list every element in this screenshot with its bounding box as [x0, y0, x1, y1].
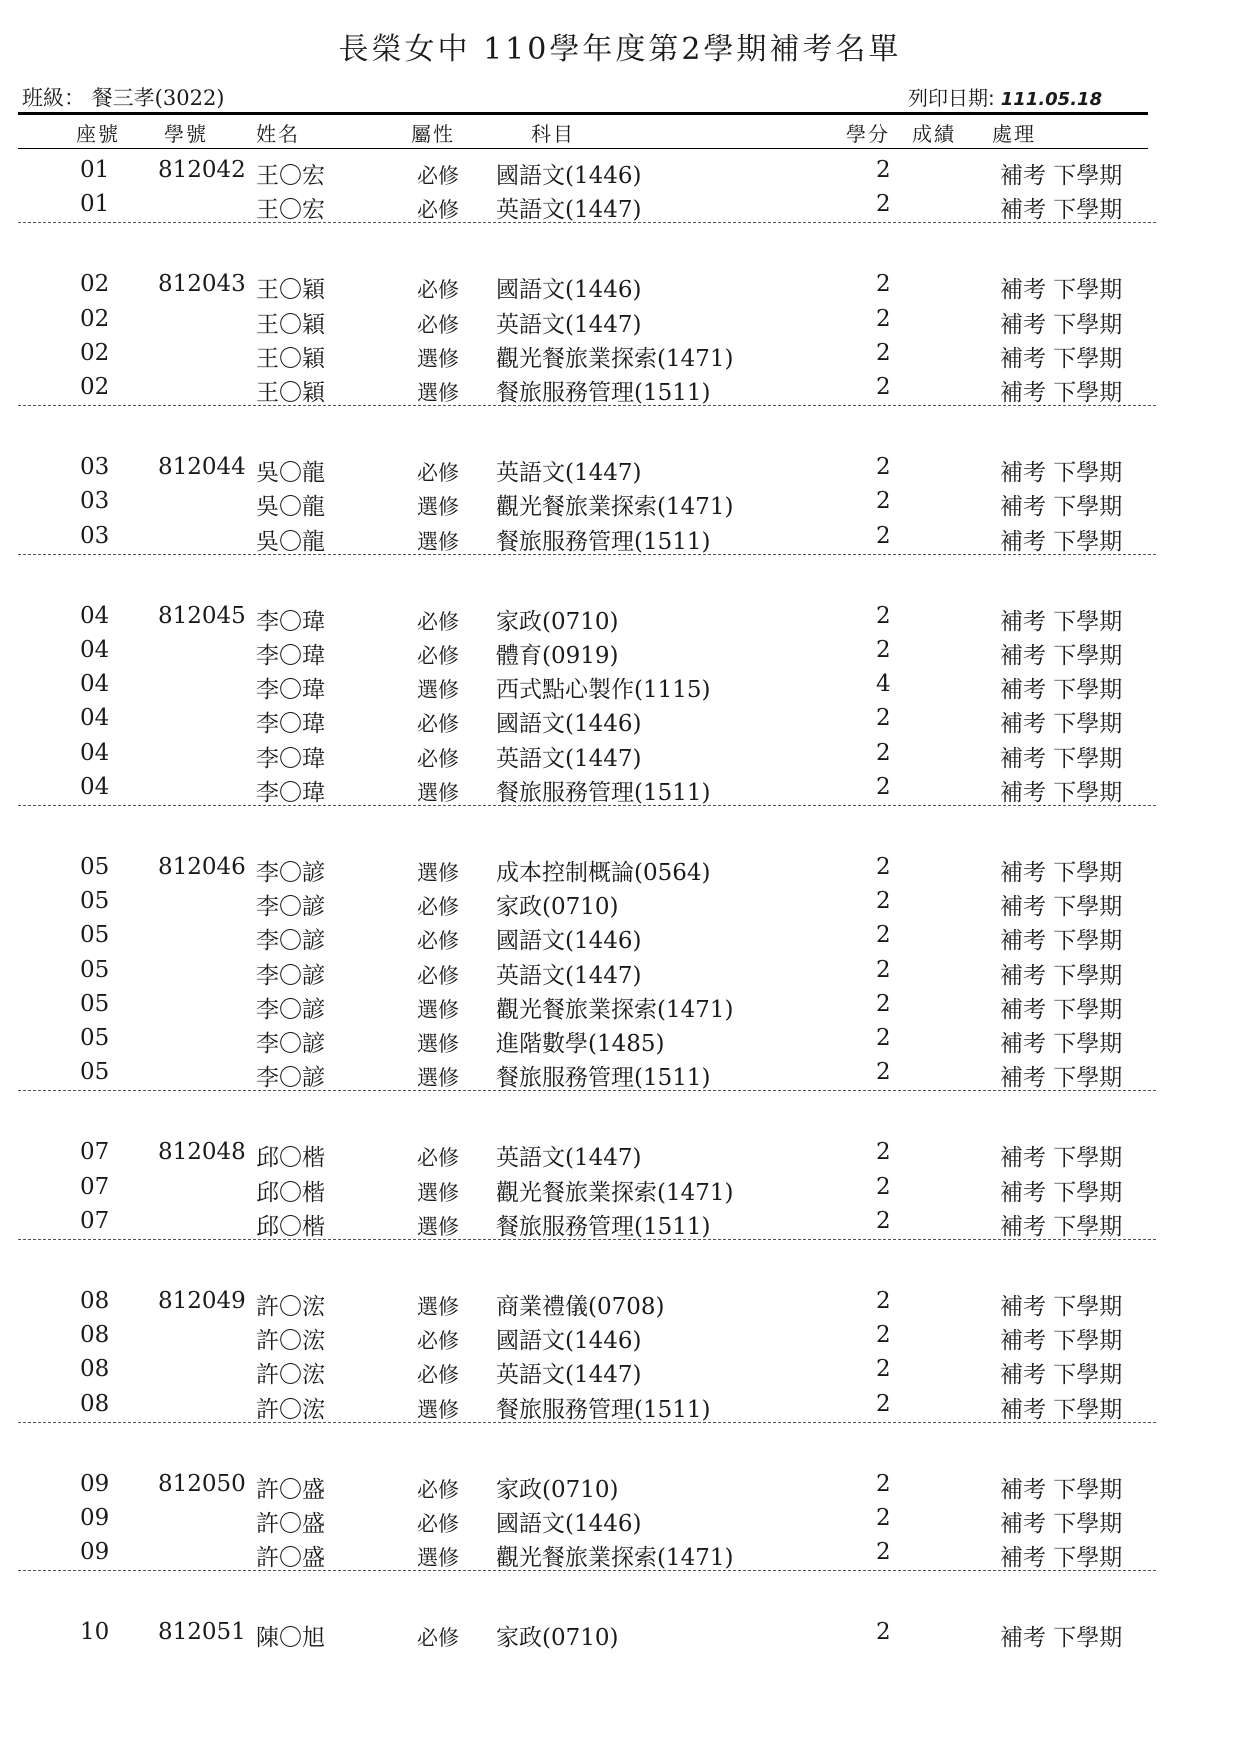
cell-action: 補考 下學期: [1000, 745, 1123, 772]
table-row: [0, 738, 1240, 772]
table-row: [0, 338, 1240, 372]
cell-subject: 成本控制概論(0564): [496, 860, 711, 886]
cell-student-id: 812046: [158, 854, 246, 880]
cell-type: 必修: [417, 1329, 459, 1354]
cell-name: 李〇瑋: [256, 642, 325, 669]
cell-student-id: 812048: [158, 1139, 246, 1166]
cell-action: 補考 下學期: [1000, 1625, 1123, 1652]
cell-credit: 2: [876, 454, 891, 481]
cell-credit: 2: [876, 705, 891, 732]
cell-subject: 國語文(1446): [496, 711, 642, 738]
cell-seat: 08: [80, 1288, 110, 1314]
cell-credit: 2: [876, 271, 891, 298]
table-row: [0, 920, 1240, 954]
group-divider: [18, 1570, 1156, 1571]
cell-seat: 07: [80, 1207, 110, 1234]
cell-subject: 國語文(1446): [496, 163, 642, 189]
cell-action: 補考 下學期: [1000, 460, 1123, 487]
cell-type: 必修: [417, 712, 459, 737]
cell-name: 許〇盛: [256, 1476, 325, 1503]
cell-subject: 觀光餐旅業探索(1471): [496, 1179, 734, 1206]
cell-subject: 國語文(1446): [496, 1328, 642, 1355]
cell-type: 必修: [417, 278, 459, 303]
table-row: [0, 601, 1240, 635]
cell-action: 補考 下學期: [1000, 1396, 1123, 1423]
cell-subject: 餐旅服務管理(1511): [496, 1065, 711, 1092]
col-name: 姓名: [256, 122, 300, 146]
cell-credit: 2: [876, 602, 891, 629]
cell-name: 王〇宏: [256, 163, 325, 189]
table-row: [0, 989, 1240, 1023]
table-row: [0, 304, 1240, 338]
table-row: [0, 1057, 1240, 1091]
cell-name: 許〇浤: [256, 1294, 325, 1320]
table-row: [0, 1537, 1240, 1571]
cell-type: 必修: [417, 929, 459, 954]
table-row: [0, 452, 1240, 486]
cell-subject: 英語文(1447): [496, 1145, 642, 1172]
table-row: [0, 189, 1240, 223]
cell-credit: 2: [876, 1173, 891, 1200]
cell-name: 許〇浤: [256, 1396, 325, 1423]
cell-type: 選修: [417, 1295, 459, 1319]
table-row: [0, 269, 1240, 303]
cell-credit: 4: [876, 671, 891, 698]
cell-seat: 04: [80, 671, 110, 698]
cell-subject: 進階數學(1485): [496, 1031, 665, 1057]
cell-subject: 體育(0919): [496, 642, 619, 669]
cell-action: 補考 下學期: [1000, 860, 1123, 886]
cell-type: 選修: [417, 997, 459, 1022]
cell-action: 補考 下學期: [1000, 197, 1123, 224]
cell-seat: 02: [80, 339, 110, 366]
table-row: [0, 1172, 1240, 1206]
col-score: 成績: [912, 122, 956, 146]
table-row: [0, 1503, 1240, 1537]
cell-subject: 英語文(1447): [496, 1362, 642, 1389]
cell-subject: 餐旅服務管理(1511): [496, 1396, 711, 1423]
cell-action: 補考 下學期: [1000, 1328, 1123, 1355]
cell-name: 李〇瑋: [256, 677, 325, 704]
cell-subject: 觀光餐旅業探索(1471): [496, 345, 734, 372]
class-label: 班級： 餐三孝(3022): [22, 86, 225, 110]
cell-credit: 2: [876, 1207, 891, 1234]
cell-action: 補考 下學期: [1000, 642, 1123, 669]
col-action: 處理: [992, 122, 1036, 146]
cell-subject: 英語文(1447): [496, 311, 642, 338]
cell-subject: 英語文(1447): [496, 460, 642, 487]
cell-seat: 04: [80, 739, 110, 766]
cell-seat: 05: [80, 854, 110, 880]
cell-credit: 2: [876, 1539, 891, 1566]
cell-action: 補考 下學期: [1000, 1294, 1123, 1320]
cell-seat: 07: [80, 1139, 110, 1166]
cell-action: 補考 下學期: [1000, 711, 1123, 738]
cell-action: 補考 下學期: [1000, 962, 1123, 989]
cell-seat: 07: [80, 1173, 110, 1200]
cell-type: 選修: [417, 861, 459, 885]
table-row: [0, 155, 1240, 189]
cell-credit: 2: [876, 956, 891, 983]
cell-type: 選修: [417, 1066, 459, 1091]
table-row: [0, 1389, 1240, 1423]
col-type: 屬性: [411, 122, 455, 146]
group-divider: [18, 222, 1156, 223]
cell-subject: 英語文(1447): [496, 197, 642, 224]
page-title: 長榮女中 110學年度第2學期補考名單: [338, 32, 902, 67]
cell-seat: 05: [80, 888, 110, 915]
cell-credit: 2: [876, 1356, 891, 1383]
cell-credit: 2: [876, 157, 891, 183]
cell-seat: 02: [80, 305, 110, 332]
table-row: [0, 1206, 1240, 1240]
cell-subject: 國語文(1446): [496, 1510, 642, 1537]
table-row: [0, 1286, 1240, 1320]
cell-action: 補考 下學期: [1000, 379, 1123, 406]
cell-name: 許〇浤: [256, 1362, 325, 1389]
cell-name: 李〇諺: [256, 1031, 325, 1057]
cell-seat: 05: [80, 990, 110, 1017]
col-seat: 座號: [76, 122, 120, 146]
cell-type: 必修: [417, 963, 459, 988]
cell-seat: 09: [80, 1539, 110, 1566]
cell-name: 吳〇龍: [256, 528, 325, 555]
table-row: [0, 486, 1240, 520]
table-row: [0, 372, 1240, 406]
cell-seat: 09: [80, 1504, 110, 1531]
cell-subject: 西式點心製作(1115): [496, 677, 711, 704]
cell-subject: 家政(0710): [496, 894, 619, 921]
cell-action: 補考 下學期: [1000, 996, 1123, 1023]
table-row: [0, 772, 1240, 806]
cell-type: 選修: [417, 529, 459, 554]
cell-type: 必修: [417, 609, 459, 634]
cell-type: 必修: [417, 746, 459, 771]
cell-subject: 餐旅服務管理(1511): [496, 779, 711, 806]
cell-type: 選修: [417, 780, 459, 805]
group-divider: [18, 1239, 1156, 1240]
cell-seat: 02: [80, 373, 110, 400]
cell-action: 補考 下學期: [1000, 928, 1123, 955]
cell-action: 補考 下學期: [1000, 1213, 1123, 1240]
cell-type: 選修: [417, 678, 459, 703]
cell-subject: 英語文(1447): [496, 962, 642, 989]
cell-subject: 商業禮儀(0708): [496, 1294, 665, 1320]
cell-seat: 03: [80, 454, 110, 481]
cell-type: 必修: [417, 643, 459, 668]
cell-name: 邱〇楷: [256, 1145, 325, 1172]
table-row: [0, 521, 1240, 555]
cell-type: 必修: [417, 461, 459, 486]
cell-subject: 餐旅服務管理(1511): [496, 379, 711, 406]
cell-credit: 2: [876, 888, 891, 915]
cell-credit: 2: [876, 191, 891, 218]
cell-action: 補考 下學期: [1000, 1545, 1123, 1572]
table-row: [0, 1469, 1240, 1503]
cell-type: 選修: [417, 1214, 459, 1239]
cell-name: 李〇諺: [256, 1065, 325, 1092]
cell-name: 李〇諺: [256, 928, 325, 955]
cell-type: 必修: [417, 198, 459, 223]
cell-name: 李〇瑋: [256, 779, 325, 806]
cell-type: 必修: [417, 1363, 459, 1388]
cell-name: 李〇諺: [256, 996, 325, 1023]
cell-action: 補考 下學期: [1000, 1510, 1123, 1537]
cell-name: 吳〇龍: [256, 460, 325, 487]
cell-seat: 05: [80, 1059, 110, 1086]
group-divider: [18, 1422, 1156, 1423]
cell-action: 補考 下學期: [1000, 277, 1123, 304]
cell-seat: 01: [80, 157, 110, 183]
table-row: [0, 1023, 1240, 1057]
cell-type: 必修: [417, 312, 459, 337]
cell-credit: 2: [876, 773, 891, 800]
table-row: [0, 1617, 1240, 1651]
table-row: [0, 669, 1240, 703]
cell-name: 王〇穎: [256, 311, 325, 338]
cell-action: 補考 下學期: [1000, 1065, 1123, 1092]
cell-subject: 家政(0710): [496, 1625, 619, 1652]
cell-credit: 2: [876, 922, 891, 949]
cell-credit: 2: [876, 1619, 891, 1646]
cell-student-id: 812049: [158, 1288, 246, 1314]
cell-action: 補考 下學期: [1000, 677, 1123, 704]
cell-credit: 2: [876, 1470, 891, 1497]
cell-subject: 國語文(1446): [496, 928, 642, 955]
cell-action: 補考 下學期: [1000, 1179, 1123, 1206]
cell-seat: 02: [80, 271, 110, 298]
cell-credit: 2: [876, 1390, 891, 1417]
cell-subject: 觀光餐旅業探索(1471): [496, 494, 734, 521]
cell-type: 必修: [417, 1511, 459, 1536]
cell-seat: 04: [80, 773, 110, 800]
col-credit: 學分: [846, 122, 890, 146]
col-subject: 科目: [531, 122, 575, 146]
cell-credit: 2: [876, 373, 891, 400]
cell-credit: 2: [876, 1139, 891, 1166]
cell-subject: 國語文(1446): [496, 277, 642, 304]
cell-action: 補考 下學期: [1000, 894, 1123, 921]
cell-credit: 2: [876, 1025, 891, 1051]
table-row: [0, 703, 1240, 737]
cell-credit: 2: [876, 339, 891, 366]
cell-type: 選修: [417, 495, 459, 520]
cell-type: 必修: [417, 1146, 459, 1171]
cell-type: 選修: [417, 1032, 459, 1056]
cell-subject: 餐旅服務管理(1511): [496, 1213, 711, 1240]
cell-action: 補考 下學期: [1000, 779, 1123, 806]
cell-type: 必修: [417, 1626, 459, 1651]
cell-seat: 05: [80, 1025, 110, 1051]
cell-name: 李〇諺: [256, 962, 325, 989]
cell-name: 許〇盛: [256, 1545, 325, 1572]
cell-name: 吳〇龍: [256, 494, 325, 521]
cell-seat: 05: [80, 922, 110, 949]
cell-subject: 英語文(1447): [496, 745, 642, 772]
cell-seat: 10: [80, 1619, 110, 1646]
cell-type: 選修: [417, 1180, 459, 1205]
table-header: [0, 116, 1240, 148]
cell-seat: 08: [80, 1356, 110, 1383]
cell-subject: 家政(0710): [496, 608, 619, 635]
cell-credit: 2: [876, 1322, 891, 1349]
cell-action: 補考 下學期: [1000, 311, 1123, 338]
cell-name: 王〇穎: [256, 277, 325, 304]
cell-seat: 08: [80, 1322, 110, 1349]
cell-type: 選修: [417, 380, 459, 405]
cell-action: 補考 下學期: [1000, 608, 1123, 635]
col-student-id: 學號: [164, 122, 208, 146]
cell-subject: 觀光餐旅業探索(1471): [496, 996, 734, 1023]
group-divider: [18, 1090, 1156, 1091]
cell-seat: 08: [80, 1390, 110, 1417]
cell-seat: 04: [80, 602, 110, 629]
cell-name: 李〇瑋: [256, 711, 325, 738]
cell-action: 補考 下學期: [1000, 1476, 1123, 1503]
cell-credit: 2: [876, 636, 891, 663]
group-divider: [18, 405, 1156, 406]
cell-name: 邱〇楷: [256, 1213, 325, 1240]
cell-name: 王〇穎: [256, 345, 325, 372]
cell-name: 李〇諺: [256, 860, 325, 886]
table-row: [0, 852, 1240, 886]
cell-credit: 2: [876, 522, 891, 549]
cell-name: 許〇浤: [256, 1328, 325, 1355]
cell-subject: 觀光餐旅業探索(1471): [496, 1545, 734, 1572]
cell-credit: 2: [876, 1504, 891, 1531]
cell-student-id: 812044: [158, 454, 246, 481]
cell-action: 補考 下學期: [1000, 345, 1123, 372]
cell-action: 補考 下學期: [1000, 1031, 1123, 1057]
table-row: [0, 1354, 1240, 1388]
cell-action: 補考 下學期: [1000, 528, 1123, 555]
cell-credit: 2: [876, 1288, 891, 1314]
cell-type: 必修: [417, 164, 459, 188]
cell-name: 李〇諺: [256, 894, 325, 921]
cell-credit: 2: [876, 990, 891, 1017]
cell-type: 必修: [417, 895, 459, 920]
cell-credit: 2: [876, 305, 891, 332]
cell-subject: 餐旅服務管理(1511): [496, 528, 711, 555]
cell-student-id: 812050: [158, 1470, 246, 1497]
print-date: [908, 82, 1102, 111]
table-row: [0, 955, 1240, 989]
header-top-rule: [18, 112, 1148, 115]
cell-name: 王〇宏: [256, 197, 325, 224]
cell-action: 補考 下學期: [1000, 1145, 1123, 1172]
cell-action: 補考 下學期: [1000, 494, 1123, 521]
cell-type: 選修: [417, 1397, 459, 1422]
cell-seat: 04: [80, 705, 110, 732]
table-row: [0, 886, 1240, 920]
print-date-label: 列印日期:: [908, 86, 995, 110]
cell-student-id: 812043: [158, 271, 246, 298]
cell-name: 邱〇楷: [256, 1179, 325, 1206]
cell-seat: 09: [80, 1470, 110, 1497]
group-divider: [18, 554, 1156, 555]
print-date-value: 111.05.18: [1000, 89, 1103, 110]
cell-credit: 2: [876, 1059, 891, 1086]
cell-seat: 01: [80, 191, 110, 218]
cell-seat: 04: [80, 636, 110, 663]
cell-student-id: 812042: [158, 157, 246, 183]
table-row: [0, 1320, 1240, 1354]
cell-name: 李〇瑋: [256, 745, 325, 772]
cell-seat: 03: [80, 488, 110, 515]
table-row: [0, 635, 1240, 669]
cell-name: 許〇盛: [256, 1510, 325, 1537]
cell-type: 選修: [417, 1546, 459, 1571]
cell-credit: 2: [876, 739, 891, 766]
cell-name: 李〇瑋: [256, 608, 325, 635]
table-row: [0, 1137, 1240, 1171]
cell-action: 補考 下學期: [1000, 1362, 1123, 1389]
cell-credit: 2: [876, 854, 891, 880]
cell-subject: 家政(0710): [496, 1476, 619, 1503]
cell-credit: 2: [876, 488, 891, 515]
header-bottom-rule: [18, 148, 1148, 149]
cell-student-id: 812045: [158, 602, 246, 629]
cell-action: 補考 下學期: [1000, 163, 1123, 189]
cell-student-id: 812051: [158, 1619, 246, 1646]
cell-seat: 03: [80, 522, 110, 549]
cell-name: 陳〇旭: [256, 1625, 325, 1652]
cell-name: 王〇穎: [256, 379, 325, 406]
cell-type: 選修: [417, 346, 459, 371]
cell-type: 必修: [417, 1477, 459, 1502]
group-divider: [18, 805, 1156, 806]
cell-seat: 05: [80, 956, 110, 983]
